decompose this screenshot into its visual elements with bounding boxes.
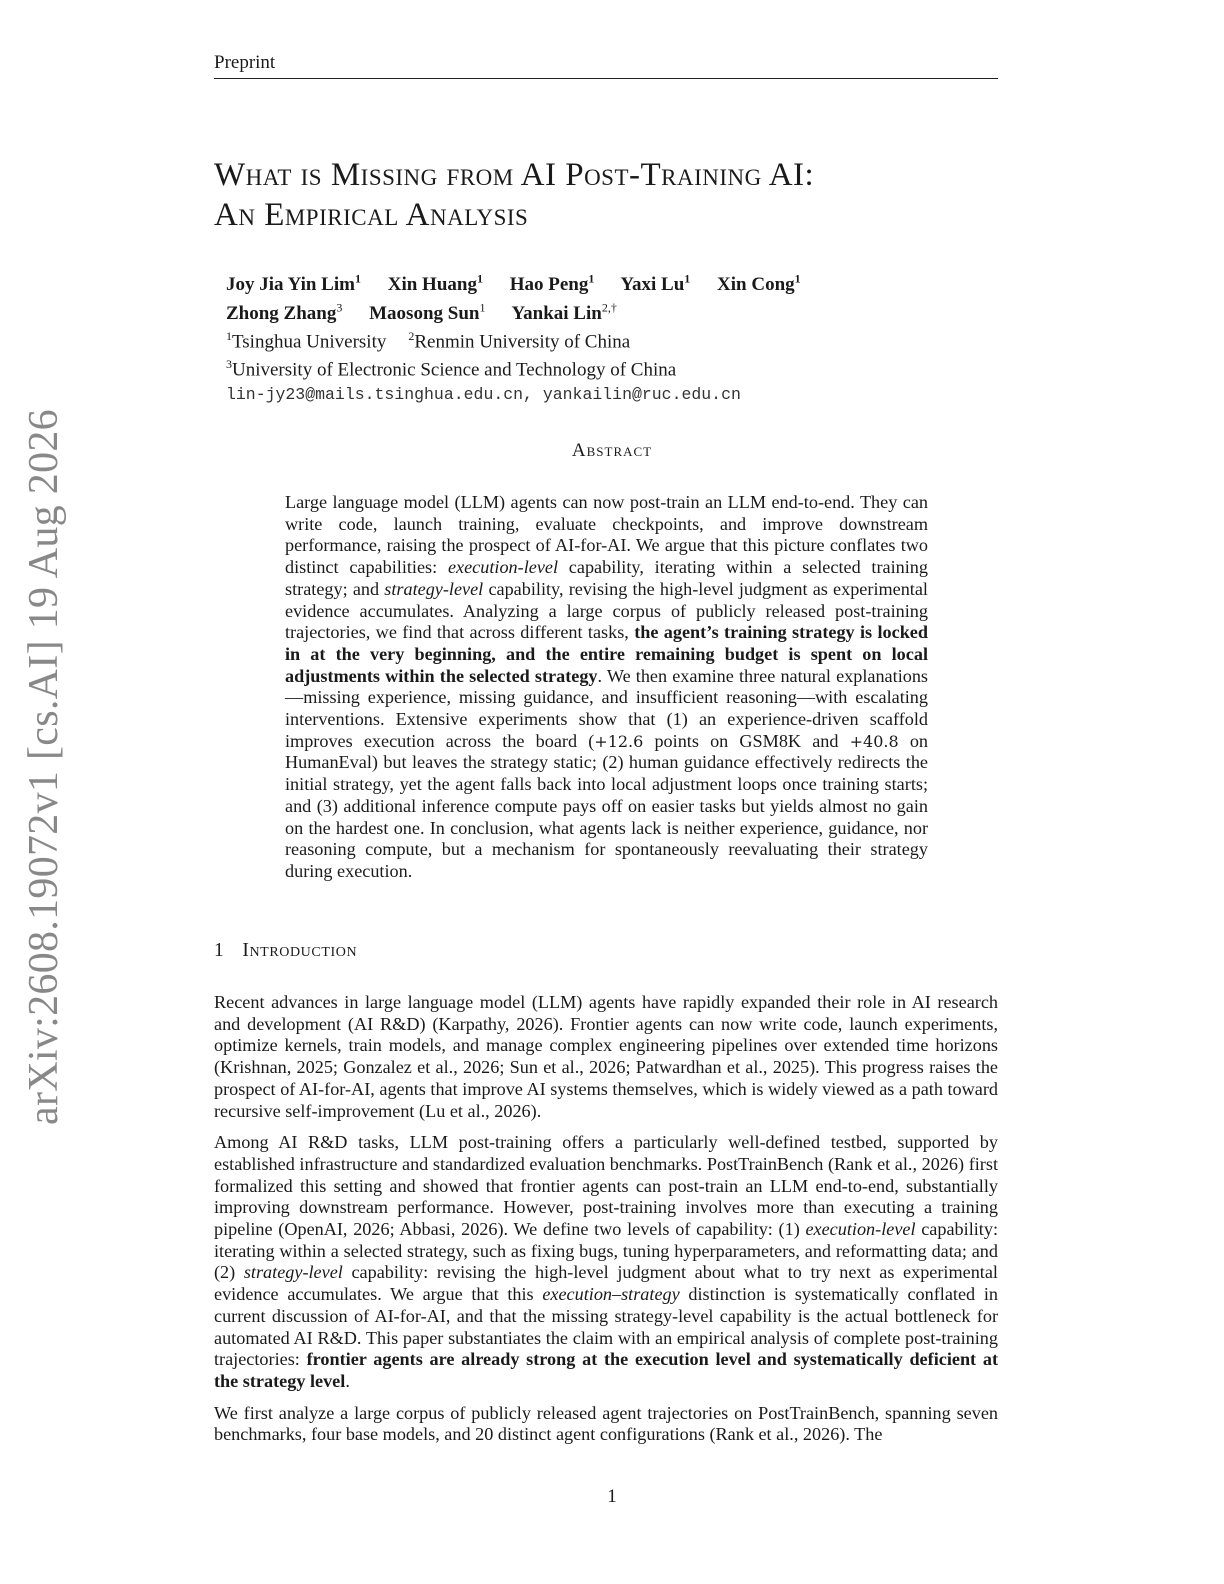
abstract-heading: Abstract (571, 440, 653, 461)
author: Hao Peng$^1$ (509, 272, 595, 296)
affiliation-line-2: $^3$University of Electronic Science and Technology of China (226, 356, 677, 381)
author-line-2 (226, 296, 1006, 324)
page-number: 1 (607, 1486, 617, 1507)
abstract-key-finding: the agent’s training strategy is locked in at the very beginning, and the entire remaining budget is spent on local adjustments within the selected strategy (285, 622, 928, 686)
running-header (214, 50, 998, 79)
introduction-body (214, 992, 998, 1456)
section-title: Introduction (242, 940, 358, 961)
author-emails: lin-jy23@mails.tsinghua.edu.cn, yankailin@ruc.edu.cn (226, 385, 741, 405)
author: Yankai Lin$^{2,\dagger}$ (511, 300, 617, 324)
author: Joy Jia Yin Lim$^1$ (226, 272, 361, 296)
arxiv-identifier: arXiv:2608.19072v1 [cs.AI] 19 Aug 2026 (21, 409, 67, 1125)
paper-title (214, 155, 1014, 235)
paragraph: Among AI R&D tasks, LLM post-training offers a particularly well-defined testbed, supported by established infrastructure and standardized evaluation benchmarks. PostTrainBench (Rank et al., 2026) first formalized this setting and showed that frontier agents can post-train an LLM end-to-end, substantially improving downstream performance. However, post-training involves more than executing a training pipeline (OpenAI, 2026; Abbasi, 2026). We define two levels of capability: (1) execution-level capability: iterating within a selected strategy, such as fixing bugs, tuning hyperparameters, and reformatting data; and (2) strategy-level capability: revising the high-level judgment about what to try next as experimental evidence accumulates. We argue that this execution–strategy distinction is systematically conflated in current discussion of AI-for-AI, and that the missing strategy-level capability is the actual bottleneck for automated AI R&D. This paper substantiates the claim with an empirical analysis of complete post-training trajectories: frontier agents are already strong at the execution level and systematically deficient at the strategy level. (214, 1132, 999, 1391)
title-line-2: An Empirical Analysis (214, 197, 529, 233)
author: Xin Huang$^1$ (387, 272, 483, 296)
running-head-text: Preprint (214, 52, 276, 73)
author: Zhong Zhang$^3$ (226, 300, 343, 324)
section-number: 1 (214, 940, 225, 961)
paragraph: Recent advances in large language model (LLM) agents have rapidly expanded their role in AI research and development (AI R&D) (Karpathy, 2026). Frontier agents can now write code, launch experiments, optimize kernels, train models, and manage complex engineering pipelines over extended time horizons (Krishnan, 2025; Gonzalez et al., 2026; Sun et al., 2026; Patwardhan et al., 2025). This progress raises the prospect of AI-for-AI, agents that improve AI systems themselves, which is widely viewed as a path toward recursive self-improvement (Lu et al., 2026). (214, 992, 998, 1121)
title-line-1: What is Missing from AI Post-Training AI: (214, 157, 815, 193)
abstract-body: Large language model (LLM) agents can now post-train an LLM end-to-end. They can write code, launch training, evaluate checkpoints, and improve downstream performance, raising the prospect of AI-for-AI. We argue that this picture conflates two distinct capabilities: execution-level capability, iterating within a selected training strategy; and strategy-level capability, revising the high-level judgment as experimental evidence accumulates. Analyzing a large corpus of publicly released post-training trajectories, we find that across different tasks, the agent’s training strategy is locked in at the very beginning, and the entire remaining budget is spent on local adjustments within the selected strategy. We then examine three natural explanations—missing experience, missing guidance, and insufficient reasoning—with escalating interventions. Extensive experiments show that (1) an experience-driven scaffold improves execution across the board (+12.6 points on GSM8K and +40.8 on HumanEval) but leaves the strategy static; (2) human guidance effectively redirects the initial strategy, yet the agent falls back into local adjustment loops once training starts; and (3) additional inference compute pays off on easier tasks but yields almost no gain on the hardest one. In conclusion, what agents lack is neither experience, guidance, nor reasoning compute, but a mechanism for spontaneously reevaluating their strategy during execution. (285, 492, 929, 881)
author: Yaxi Lu$^1$ (620, 272, 691, 296)
author-block (226, 268, 1006, 406)
section-heading-introduction (214, 940, 357, 962)
paragraph: We first analyze a large corpus of publicly released agent trajectories on PostTrainBench, spanning seven benchmarks, four base models, and 20 distinct agent configurations (Rank et al., 2026). The (214, 1402, 998, 1445)
author-line-1 (226, 268, 1006, 296)
affiliation-line-1: $^1$Tsinghua University $^2$Renmin University of China (226, 328, 631, 352)
author: Xin Cong$^1$ (717, 272, 801, 296)
author: Maosong Sun$^1$ (369, 300, 486, 324)
